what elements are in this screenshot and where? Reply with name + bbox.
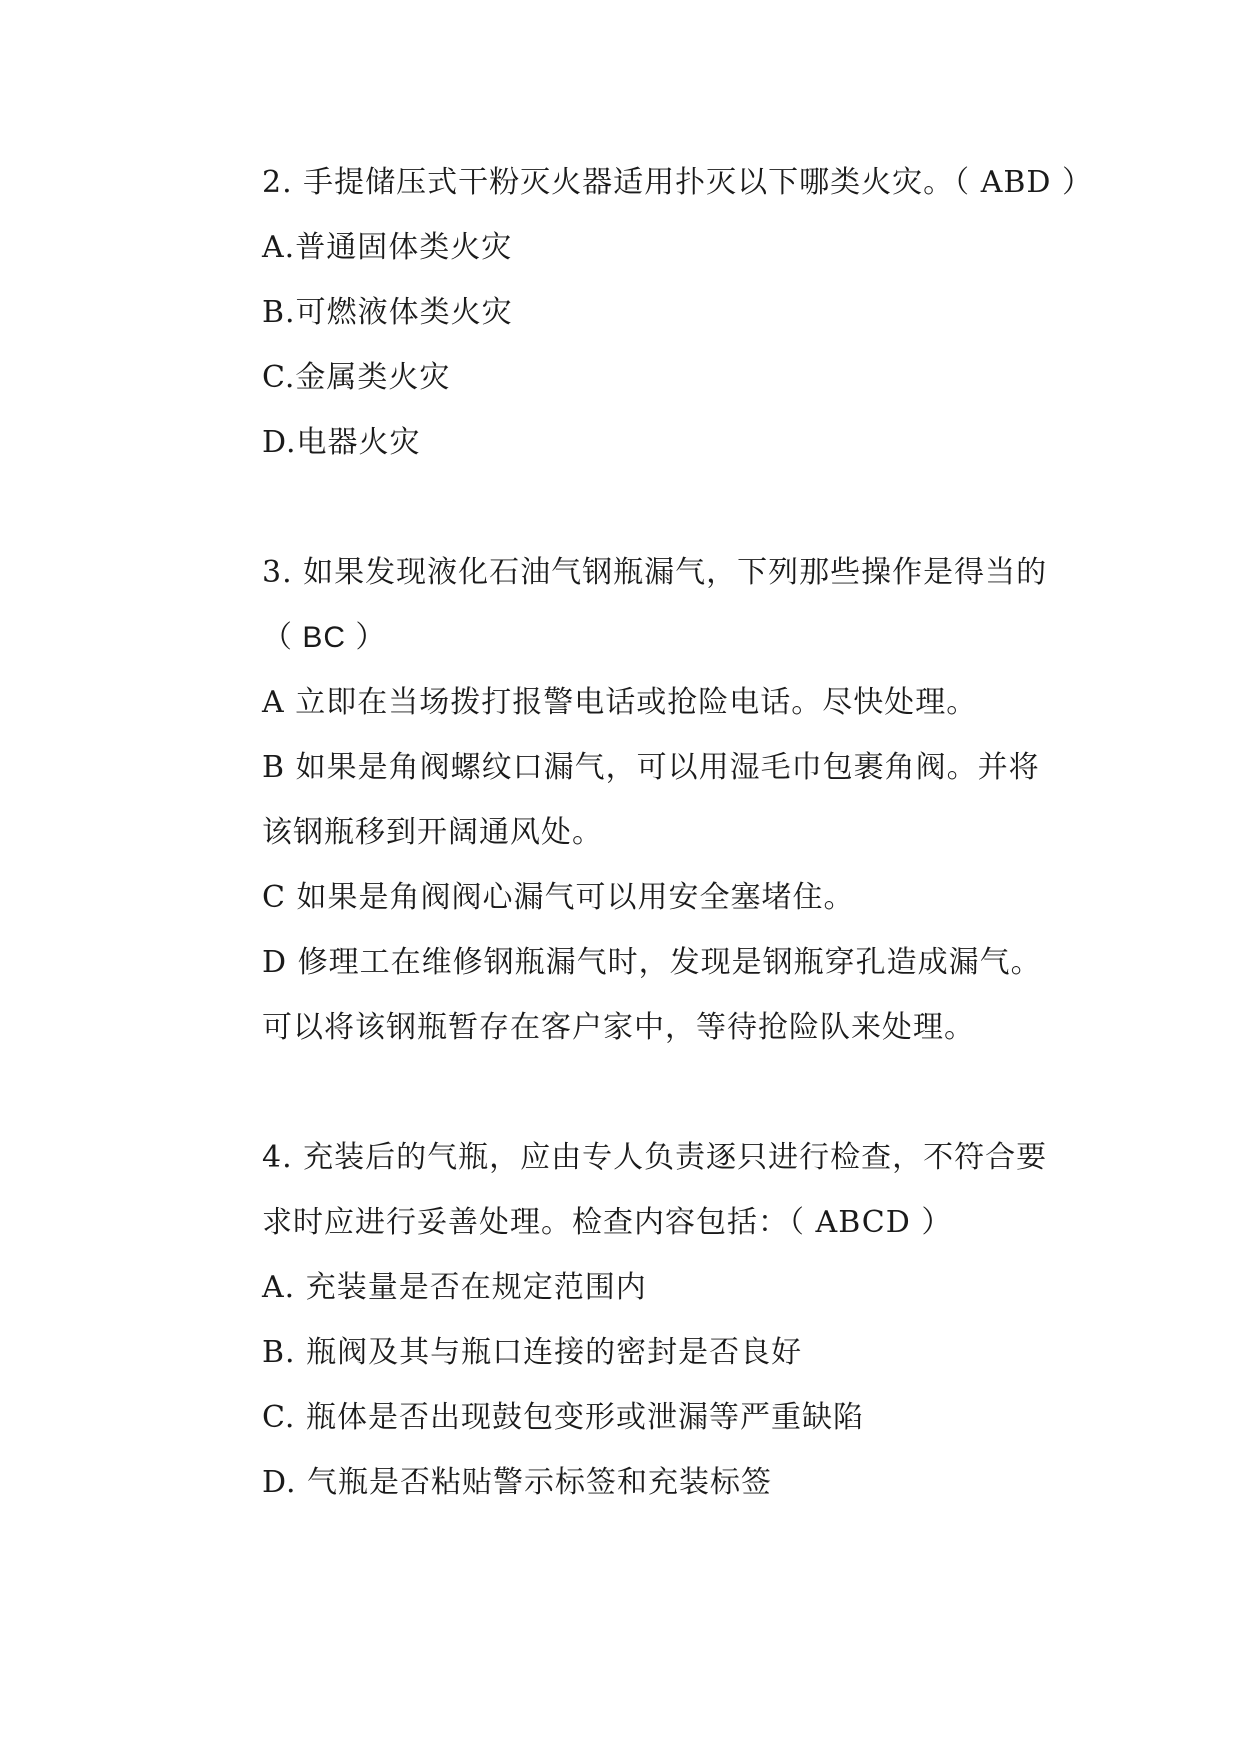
question-2-option-b: B.可燃液体类火灾: [262, 295, 513, 330]
question-2-option-a: A.普通固体类火灾: [262, 230, 513, 265]
question-4-option-d: D. 气瓶是否粘贴警示标签和充装标签: [262, 1465, 773, 1500]
question-3-stem-line-1: 3. 如果发现液化石油气钢瓶漏气，下列那些操作是得当的: [262, 555, 1048, 590]
question-3-option-b: B 如果是角阀螺纹口漏气，可以用湿毛巾包裹角阀。并将: [262, 750, 1040, 785]
question-4-stem-line-1: 4. 充装后的气瓶，应由专人负责逐只进行检查，不符合要: [262, 1140, 1048, 1175]
question-4-option-a: A. 充装量是否在规定范围内: [262, 1270, 647, 1305]
question-3-option-d: D 修理工在维修钢瓶漏气时，发现是钢瓶穿孔造成漏气。: [262, 945, 1042, 980]
question-3-option-c: C 如果是角阀阀心漏气可以用安全塞堵住。: [262, 880, 855, 915]
question-4-stem-line-2: 求时应进行妥善处理。检查内容包括：（ ABCD ）: [262, 1205, 953, 1240]
question-2-option-c: C.金属类火灾: [262, 360, 451, 395]
question-3-option-b-continued: 该钢瓶移到开阔通风处。: [262, 815, 603, 850]
question-3-option-d-continued: 可以将该钢瓶暂存在客户家中，等待抢险队来处理。: [262, 1010, 975, 1045]
question-2-stem: 2. 手提储压式干粉灭火器适用扑灭以下哪类火灾。（ ABD ）: [262, 165, 1093, 200]
question-3-option-a: A 立即在当场拨打报警电话或抢险电话。尽快处理。: [262, 685, 978, 720]
question-4-option-c: C. 瓶体是否出现鼓包变形或泄漏等严重缺陷: [262, 1400, 864, 1435]
question-2-option-d: D.电器火灾: [262, 425, 421, 460]
question-3-stem-line-2: （ BC ）: [262, 621, 387, 654]
question-4-option-b: B. 瓶阀及其与瓶口连接的密封是否良好: [262, 1335, 803, 1370]
